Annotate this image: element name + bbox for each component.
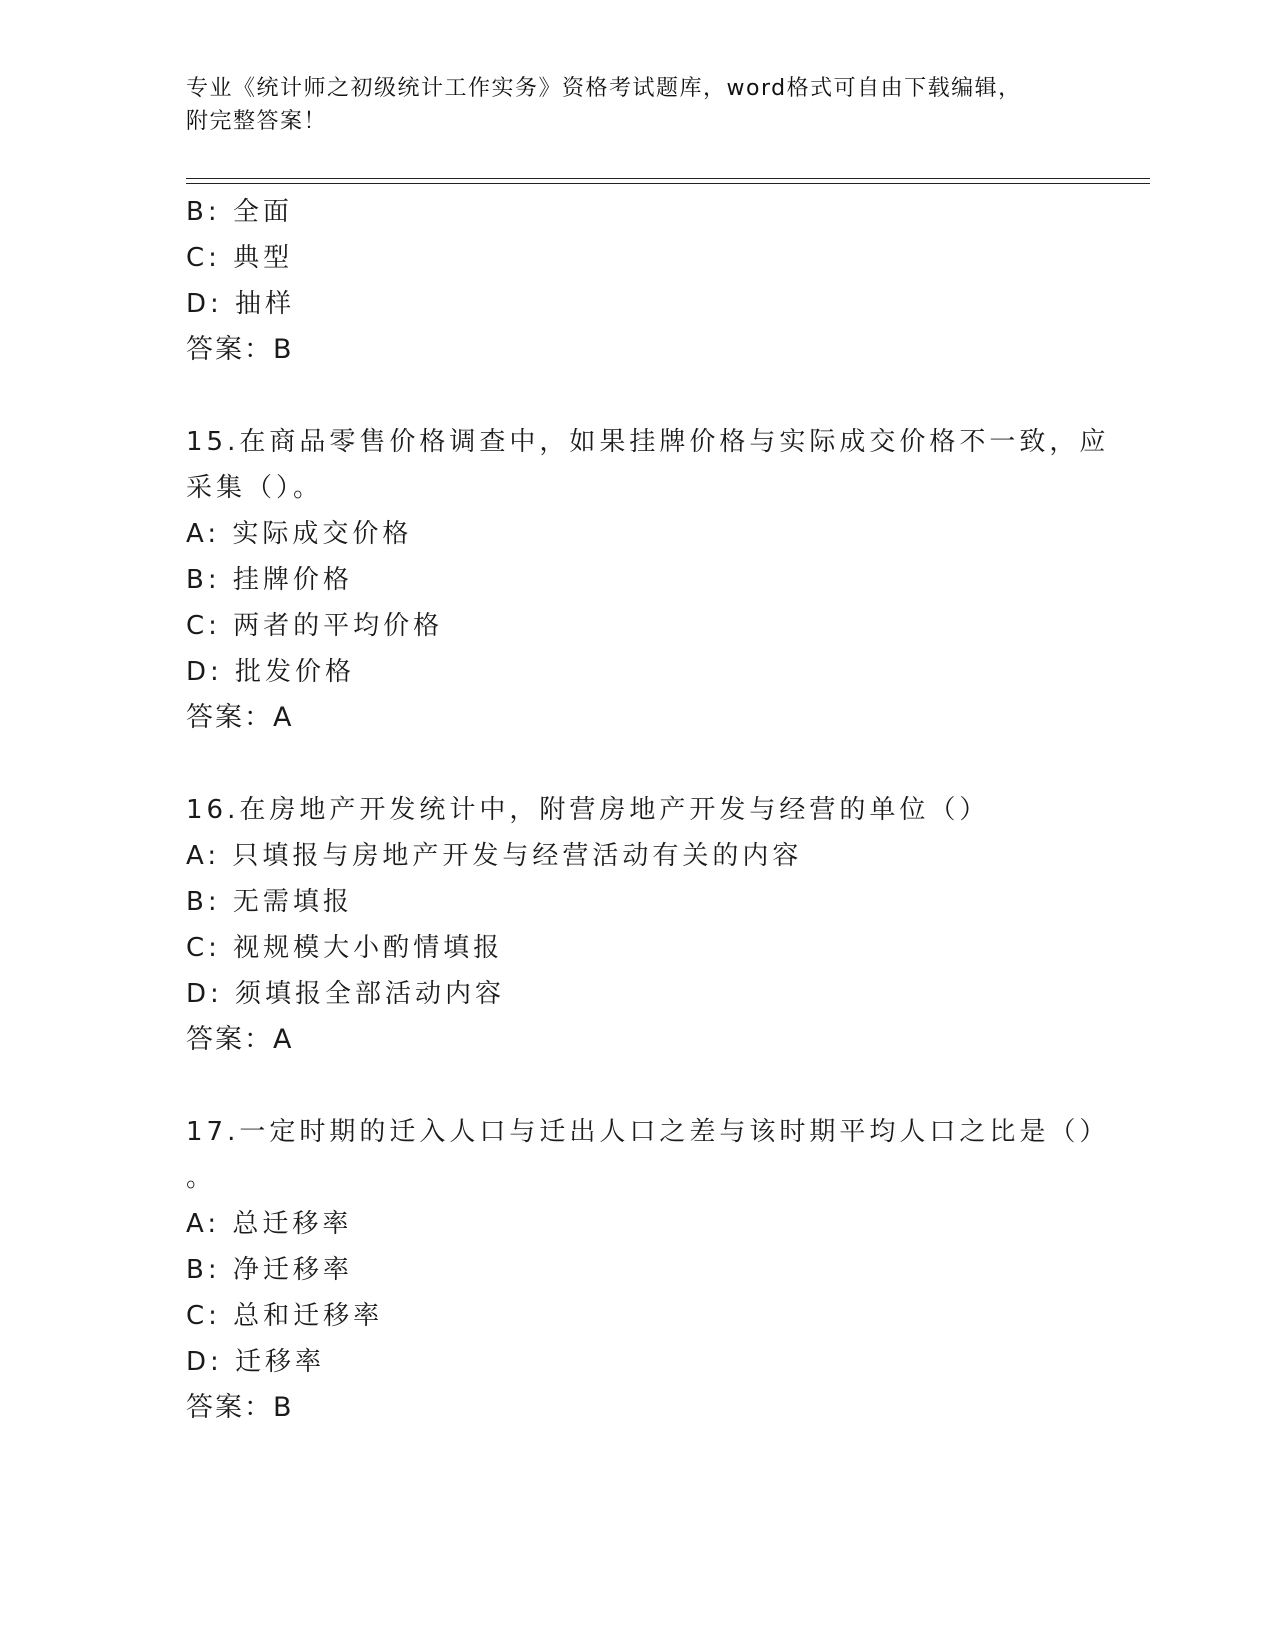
header-divider-bottom	[186, 183, 1150, 184]
answer-line: 答案：A	[186, 1024, 294, 1055]
question-stem: 15.在商品零售价格调查中，如果挂牌价格与实际成交价格不一致，应	[186, 427, 1110, 457]
header-line-2: 附完整答案！	[186, 109, 328, 134]
option-d: D: 迁移率	[186, 1347, 326, 1377]
option-c: C: 视规模大小酌情填报	[186, 933, 504, 963]
question-15	[186, 419, 1110, 741]
option-d: D: 抽样	[186, 289, 296, 319]
question-stem-cont: 。	[186, 1163, 217, 1193]
option-d: D: 批发价格	[186, 657, 356, 687]
option-c: C: 典型	[186, 243, 294, 273]
option-d: D: 须填报全部活动内容	[186, 979, 506, 1009]
question-17	[186, 1109, 1110, 1431]
question-content	[186, 189, 1110, 1431]
document-header	[186, 72, 1086, 138]
question-fragment	[186, 189, 1086, 373]
question-stem-cont: 采集（）。	[186, 473, 324, 503]
option-b: B: 无需填报	[186, 887, 353, 917]
answer-line: 答案：A	[186, 702, 294, 733]
answer-line: 答案：B	[186, 1392, 294, 1423]
option-b: B: 全面	[186, 197, 293, 227]
header-divider-top	[186, 178, 1150, 179]
option-c: C: 两者的平均价格	[186, 611, 444, 641]
answer-line: 答案：B	[186, 334, 294, 365]
header-line-1: 专业《统计师之初级统计工作实务》资格考试题库，word格式可自由下载编辑，	[186, 76, 1022, 101]
option-c: C: 总和迁移率	[186, 1301, 384, 1331]
question-stem: 17.一定时期的迁入人口与迁出人口之差与该时期平均人口之比是（）	[186, 1117, 1110, 1147]
question-16	[186, 787, 1086, 1063]
option-a: A: 总迁移率	[186, 1209, 353, 1239]
option-a: A: 实际成交价格	[186, 519, 413, 549]
question-stem: 16.在房地产开发统计中，附营房地产开发与经营的单位（）	[186, 795, 990, 825]
option-a: A: 只填报与房地产开发与经营活动有关的内容	[186, 841, 803, 871]
option-b: B: 净迁移率	[186, 1255, 353, 1285]
option-b: B: 挂牌价格	[186, 565, 353, 595]
